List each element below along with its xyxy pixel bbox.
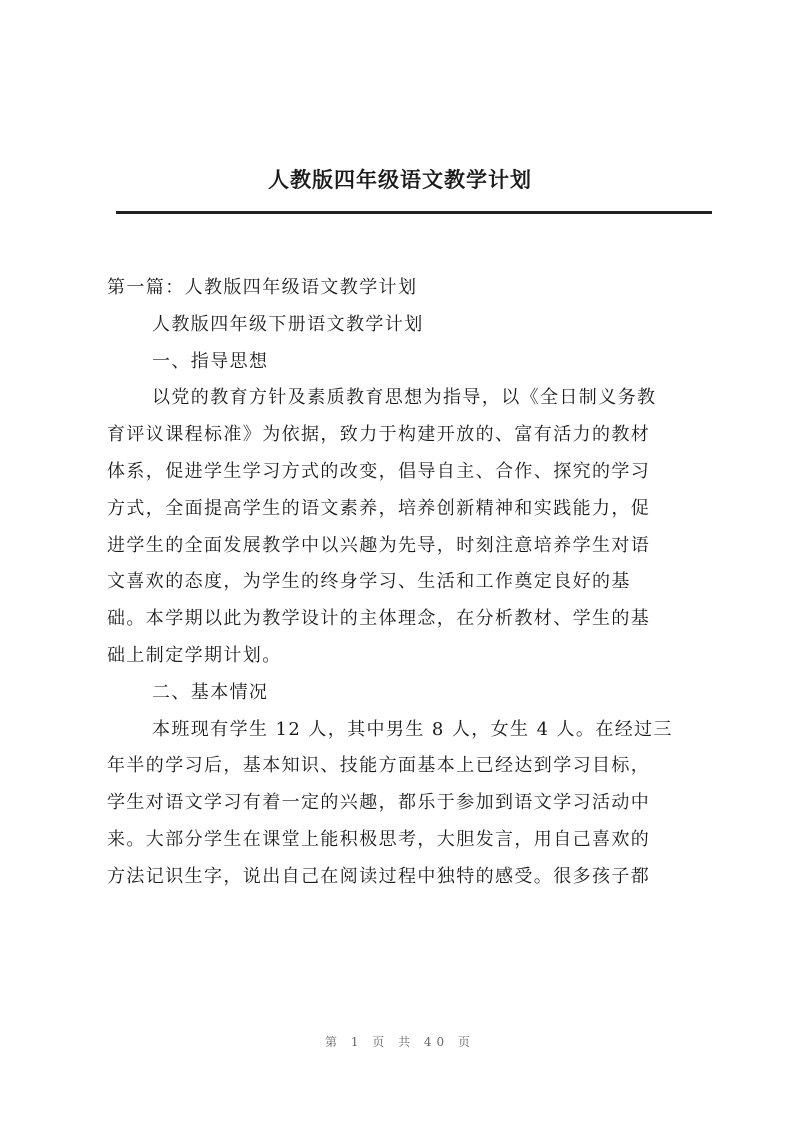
document-body [107,270,711,896]
paragraph-line: 础。本学期以此为教学设计的主体理念，在分析教材、学生的基 [107,608,651,630]
paragraph-line: 育评议课程标准》为依据，致力于构建开放的、富有活力的教材 [107,424,651,446]
paragraph-line: 来。大部分学生在课堂上能积极思考，大胆发言，用自己喜欢的 [107,828,651,850]
paragraph-line: 本班现有学生 12 人，其中男生 8 人，女生 4 人。在经过三 [152,718,673,740]
section-heading: 第一篇：人教版四年级语文教学计划 [107,277,418,298]
heading-basic-situation: 二、基本情况 [152,681,269,703]
paragraph-line: 进学生的全面发展教学中以兴趣为先导，时刻注意培养学生对语 [107,534,651,556]
paragraph-line: 体系，促进学生学习方式的改变，倡导自主、合作、探究的学习 [107,460,651,482]
subtitle: 人教版四年级下册语文教学计划 [152,313,424,335]
paragraph-line: 以党的教育方针及素质教育思想为指导，以《全日制义务教 [152,387,657,409]
paragraph-line: 方式，全面提高学生的语文素养，培养创新精神和实践能力，促 [107,497,651,519]
title-underline [116,211,712,214]
paragraph-line: 方法记识生字，说出自己在阅读过程中独特的感受。很多孩子都 [107,865,651,887]
document-title: 人教版四年级语文教学计划 [268,167,532,192]
paragraph-line: 学生对语文学习有着一定的兴趣，都乐于参加到语文学习活动中 [107,792,651,814]
paragraph-line: 文喜欢的态度，为学生的终身学习、生活和工作奠定良好的基 [107,571,631,593]
paragraph-line: 年半的学习后，基本知识、技能方面基本上已经达到学习目标， [107,755,651,777]
heading-guiding-ideology: 一、指导思想 [152,350,269,372]
page-footer: 第 1 页 共 40 页 [325,1035,475,1049]
paragraph-line: 础上制定学期计划。 [107,644,282,666]
